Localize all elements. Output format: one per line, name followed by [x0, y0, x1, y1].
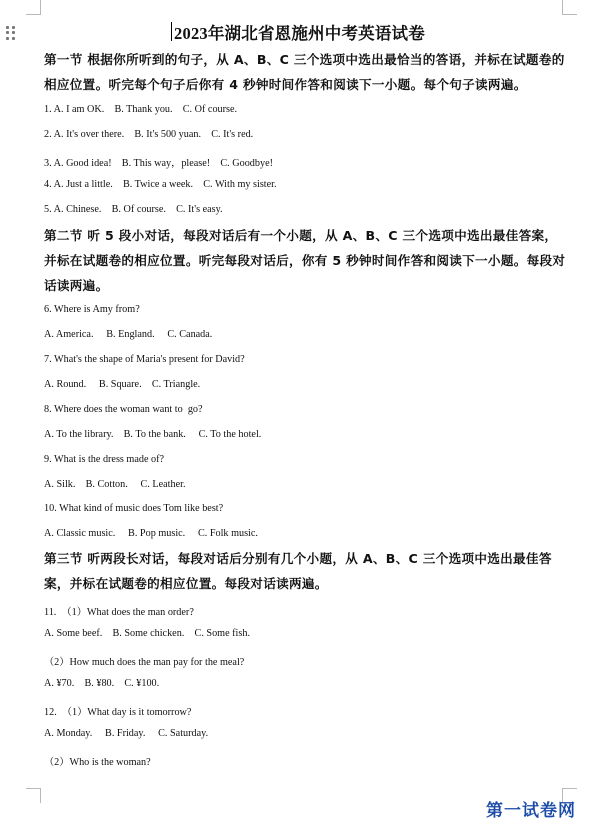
question-line: 9. What is the dress made of?: [44, 454, 165, 465]
question-line: 6. Where is Amy from?: [44, 304, 140, 315]
question-line: 2. A. It's over there. B. It's 500 yuan. C. It's red.: [44, 129, 254, 140]
question-line: （2）How much does the man pay for the meal?: [44, 657, 245, 668]
section-1-heading: 第一节 根据你所听到的句子，从 A、B、C 三个选项中选出最恰当的答语，并标在试题卷的相应位置。听完每个句子后你有 4 秒钟时间作答和阅读下一小题。每个句子读两遍。: [44, 52, 565, 92]
question-line: 11. （1）What does the man order?: [44, 607, 194, 618]
question-line: A. Round. B. Square. C. Triangle.: [44, 379, 201, 390]
corner-mark-top-left: [26, 0, 41, 15]
page-title: 2023年湖北省恩施州中考英语试卷: [174, 24, 425, 43]
question-line: 5. A. Chinese. B. Of course. C. It's easy.: [44, 204, 223, 215]
question-line: A. Classic music. B. Pop music. C. Folk music.: [44, 528, 258, 539]
question-line: A. To the library. B. To the bank. C. To the hotel.: [44, 429, 262, 440]
question-line: 8. Where does the woman want to go?: [44, 404, 203, 415]
question-line: 4. A. Just a little. B. Twice a week. C. With my sister.: [44, 179, 277, 190]
section-3-heading: 第三节 听两段长对话，每段对话后分别有几个小题，从 A、B、C 三个选项中选出最佳答案，并标在试题卷的相应位置。每段对话读两遍。: [44, 551, 552, 591]
question-line: 3. A. Good idea! B. This way，please! C. Goodbye!: [44, 158, 273, 169]
question-line: A. ¥70. B. ¥80. C. ¥100.: [44, 678, 160, 689]
section-2-heading: 第二节 听 5 段小对话，每段对话后有一个小题，从 A、B、C 三个选项中选出最佳答案，并标在试题卷的相应位置。听完每段对话后，你有 5 秒钟时间作答和阅读下一小题。每段对话读两遍。: [44, 228, 566, 293]
question-line: 10. What kind of music does Tom like best?: [44, 503, 224, 514]
question-line: A. America. B. England. C. Canada.: [44, 329, 213, 340]
question-line: 12. （1）What day is it tomorrow?: [44, 707, 192, 718]
site-watermark: 第一试卷网: [486, 801, 576, 821]
corner-mark-top-right: [562, 0, 577, 15]
corner-mark-bottom-left: [26, 788, 41, 803]
question-line: （2）Who is the woman?: [44, 757, 151, 768]
question-line: 7. What's the shape of Maria's present for David?: [44, 354, 245, 365]
question-line: A. Silk. B. Cotton. C. Leather.: [44, 479, 186, 490]
question-line: A. Some beef. B. Some chicken. C. Some fish.: [44, 628, 250, 639]
question-line: 1. A. I am OK. B. Thank you. C. Of course.: [44, 104, 238, 115]
question-line: A. Monday. B. Friday. C. Saturday.: [44, 728, 209, 739]
text-cursor: [171, 22, 172, 41]
